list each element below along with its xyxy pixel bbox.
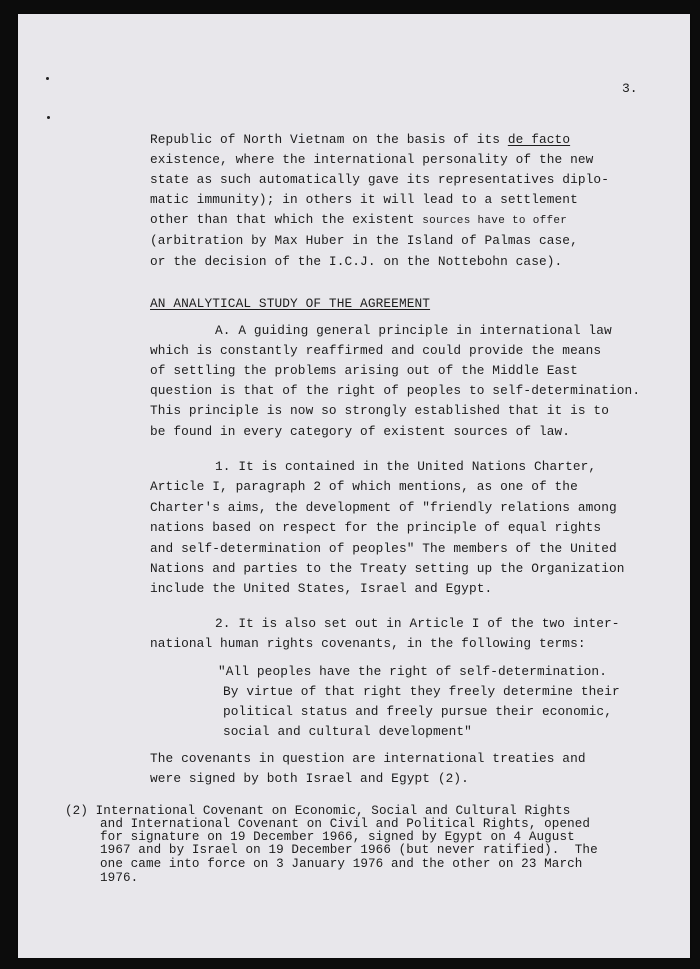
quote-line: political status and freely pursue their economic,: [223, 704, 612, 719]
para-1-line: Nations and parties to the Treaty setting up the Organization: [150, 561, 625, 576]
intro-line: Republic of North Vietnam on the basis of its de facto: [150, 132, 571, 147]
para-1-line: and self-determination of peoples" The members of the United: [150, 541, 617, 556]
para-a-line: which is constantly reaffirmed and could provide the means: [150, 343, 602, 358]
quote-line: "All peoples have the right of self-determination.: [218, 664, 607, 679]
intro-line: other than that which the existent sources have to offer: [150, 212, 568, 227]
quote-line: social and cultural development": [223, 724, 472, 739]
para-2-line: national human rights covenants, in the following terms:: [150, 636, 586, 651]
intro-line: existence, where the international personality of the new: [150, 152, 594, 167]
quote-line: By virtue of that right they freely determine their: [223, 684, 620, 699]
para-1-line: 1. It is contained in the United Nations Charter,: [215, 459, 597, 474]
footnote-line: (2) International Covenant on Economic, Social and Cultural Rights: [65, 804, 571, 818]
para-2-line: 2. It is also set out in Article I of the two inter-: [215, 616, 620, 631]
punch-mark: [46, 77, 49, 80]
emphasis-de-facto: de facto: [507, 132, 571, 147]
footnote-line: one came into force on 3 January 1976 and the other on 23 March: [100, 857, 583, 871]
para-1-line: nations based on respect for the principle of equal rights: [150, 520, 602, 535]
footnote-line: for signature on 19 December 1966, signed by Egypt on 4 August: [100, 830, 575, 844]
intro-line: state as such automatically gave its representatives diplo-: [150, 172, 609, 187]
footnote-line: and International Covenant on Civil and Political Rights, opened: [100, 817, 591, 831]
punch-mark: [47, 116, 50, 119]
footnote-line: 1976.: [100, 871, 139, 885]
para-1-line: Article I, paragraph 2 of which mentions, as one of the: [150, 479, 578, 494]
intro-line: matic immunity); in others it will lead to a settlement: [150, 192, 578, 207]
para-a-line: of settling the problems arising out of the Middle East: [150, 363, 578, 378]
para-a-line: A. A guiding general principle in international law: [215, 323, 612, 338]
para-a-line: This principle is now so strongly established that it is to: [150, 403, 609, 418]
closing-line: were signed by both Israel and Egypt (2).: [150, 771, 469, 786]
page-number: 3.: [622, 81, 638, 96]
closing-line: The covenants in question are international treaties and: [150, 751, 586, 766]
para-1-line: include the United States, Israel and Egypt.: [150, 581, 493, 596]
intro-line: (arbitration by Max Huber in the Island of Palmas case,: [150, 233, 578, 248]
para-1-line: Charter's aims, the development of "friendly relations among: [150, 500, 617, 515]
footnote-line: 1967 and by Israel on 19 December 1966 (but never ratified). The: [100, 843, 598, 857]
intro-line: or the decision of the I.C.J. on the Nottebohn case).: [150, 254, 563, 269]
para-a-line: question is that of the right of peoples to self-determination.: [150, 383, 641, 398]
para-a-line: be found in every category of existent sources of law.: [150, 424, 571, 439]
document-page: [18, 14, 690, 958]
section-heading: AN ANALYTICAL STUDY OF THE AGREEMENT: [150, 296, 431, 311]
